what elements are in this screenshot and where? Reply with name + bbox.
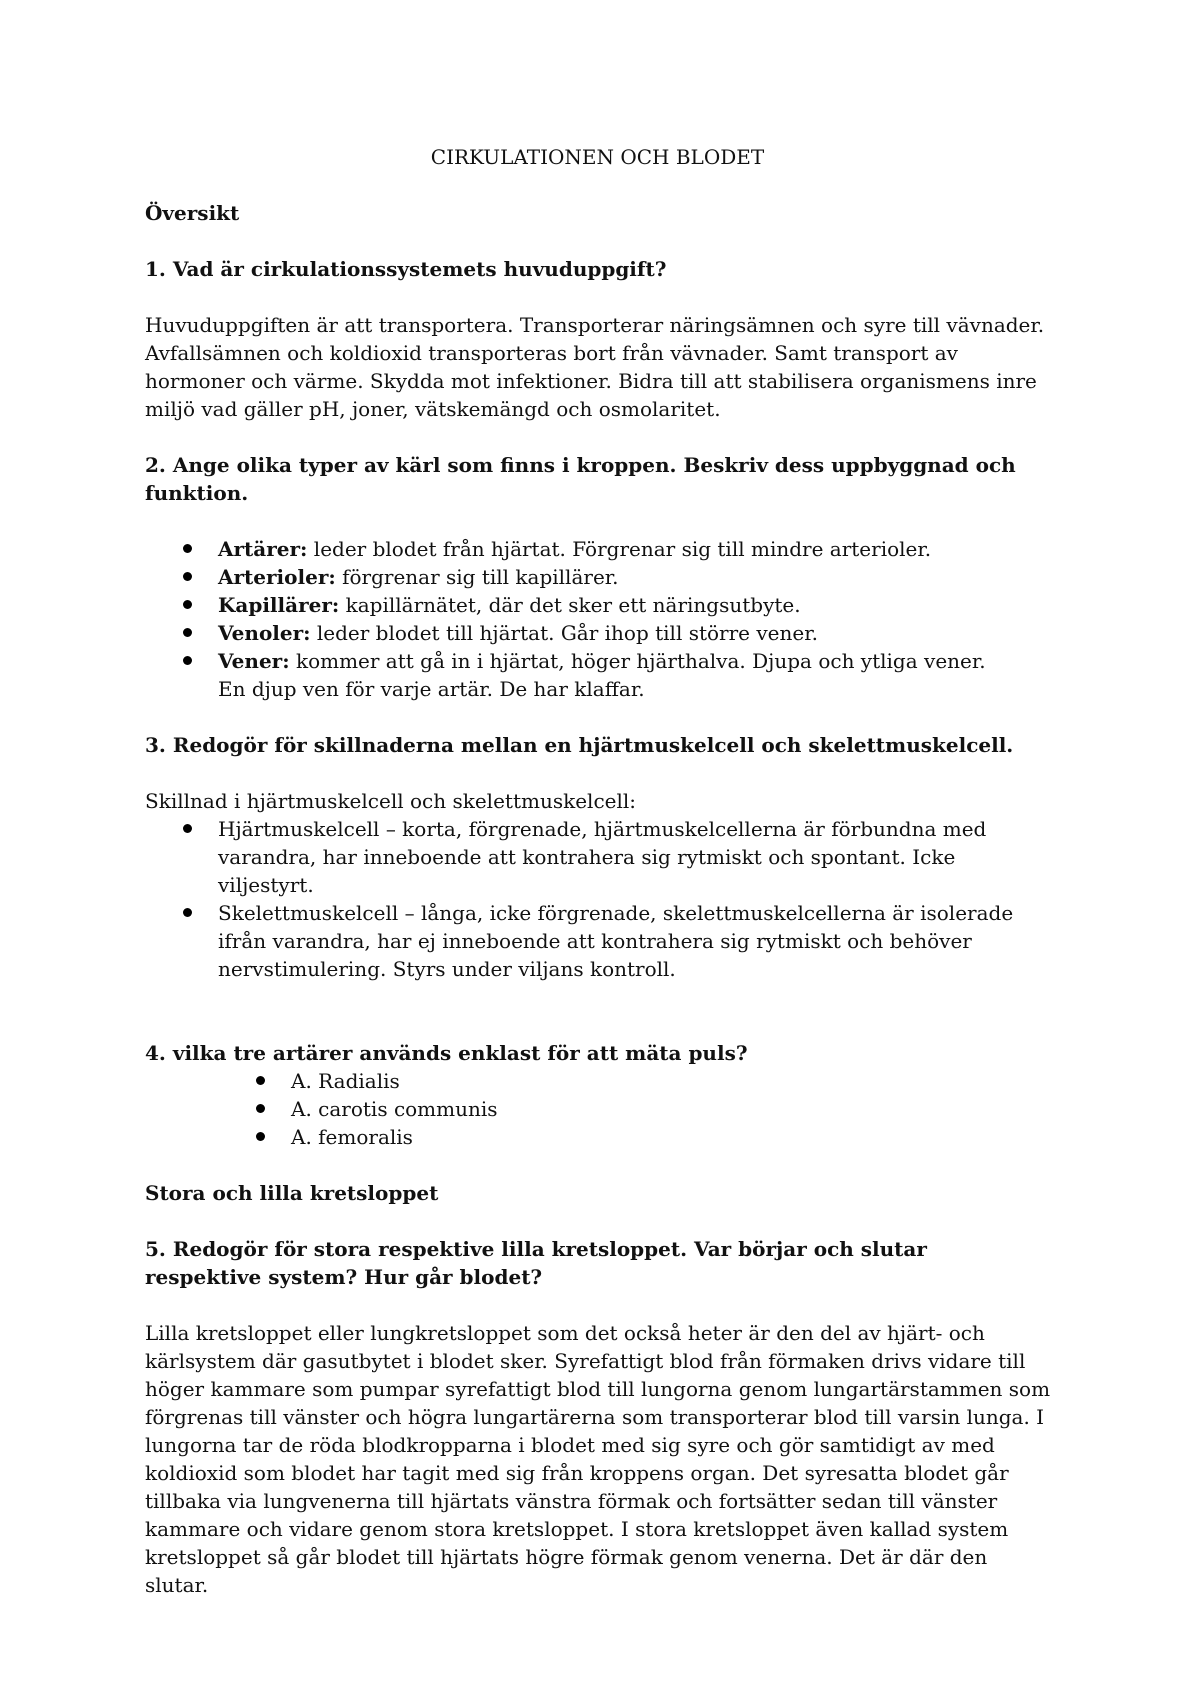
question-1: 1. Vad är cirkulationssystemets huvuduppgift? — [145, 257, 667, 281]
list-item: A. Radialis — [145, 1067, 1065, 1095]
item-label: Vener: — [218, 649, 290, 673]
item-text: leder blodet från hjärtat. Förgrenar sig till mindre arterioler. — [307, 537, 932, 561]
question-4: 4. vilka tre artärer används enklast för att mäta puls? — [145, 1041, 748, 1065]
muscle-cell-list — [145, 815, 1025, 983]
item-text: kommer att gå in i hjärtat, höger hjärthalva. Djupa och ytliga vener. En djup ven för varje artär. De har klaffar. — [218, 649, 986, 701]
item-label: Arterioler: — [218, 565, 336, 589]
page-title: CIRKULATIONEN OCH BLODET — [430, 145, 765, 169]
question-5: 5. Redogör för stora respektive lilla kretsloppet. Var börjar och slutar respektive system? Hur går blodet? — [145, 1237, 927, 1289]
answer-1: Huvuduppgiften är att transportera. Transporterar näringsämnen och syre till vävnader. Avfallsämnen och koldioxid transporteras bort från vävnader. Samt transport av hormoner och värme. Skydda mot infektioner. Bidra till att stabilisera organismens inre miljö vad gäller pH, joner, vätskemängd och osmolaritet. — [145, 313, 1045, 421]
vessel-list — [145, 535, 1065, 703]
list-item: A. carotis communis — [145, 1095, 1065, 1123]
question-2: 2. Ange olika typer av kärl som finns i kroppen. Beskriv dess uppbyggnad och funktion. — [145, 453, 1016, 505]
question-3: 3. Redogör för skillnaderna mellan en hjärtmuskelcell och skelettmuskelcell. — [145, 733, 1014, 757]
list-item — [145, 591, 1065, 619]
list-item — [145, 535, 1065, 563]
section-heading-kretsloppet: Stora och lilla kretsloppet — [145, 1181, 439, 1205]
answer-5: Lilla kretsloppet eller lungkretsloppet som det också heter är den del av hjärt- och kärlsystem där gasutbytet i blodet sker. Syrefattigt blod från förmaken drivs vidare till höger kammare som pumpar syrefattigt blod till lungorna genom lungartärstammen som förgrenas till vänster och högra lungartärerna som transporterar blod till varsin lunga. I lungorna tar de röda blodkropparna i blodet med sig syre och gör samtidigt av med koldioxid som blodet har tagit med sig från kroppens organ. Det syresatta blodet går tillbaka via lungvenerna till hjärtats vänstra förmak och fortsätter sedan till vänster kammare och vidare genom stora kretsloppet. I stora kretsloppet även kallad system kretsloppet så går blodet till hjärtats högre förmak genom venerna. Det är där den slutar. — [145, 1321, 1051, 1597]
list-item — [145, 647, 998, 703]
item-label: Kapillärer: — [218, 593, 340, 617]
artery-list — [145, 1067, 1065, 1151]
document-page — [145, 143, 1065, 1599]
item-text: förgrenar sig till kapillärer. — [335, 565, 619, 589]
section-heading-oversikt: Översikt — [145, 201, 240, 225]
item-label: Venoler: — [218, 621, 311, 645]
list-item: Skelettmuskelcell – långa, icke förgrenade, skelettmuskelcellerna är isolerade ifrån varandra, har ej inneboende att kontrahera sig rytmiskt och behöver nervstimulering. Styrs under viljans kontroll. — [145, 899, 1025, 983]
item-text: leder blodet till hjärtat. Går ihop till större vener. — [310, 621, 818, 645]
item-label: Artärer: — [218, 537, 308, 561]
list-item: Hjärtmuskelcell – korta, förgrenade, hjärtmuskelcellerna är förbundna med varandra, har inneboende att kontrahera sig rytmiskt och spontant. Icke viljestyrt. — [145, 815, 1025, 899]
answer-3-intro: Skillnad i hjärtmuskelcell och skelettmuskelcell: — [145, 789, 637, 813]
list-item — [145, 619, 1065, 647]
list-item: A. femoralis — [145, 1123, 1065, 1151]
list-item — [145, 563, 1065, 591]
item-text: kapillärnätet, där det sker ett näringsutbyte. — [339, 593, 801, 617]
